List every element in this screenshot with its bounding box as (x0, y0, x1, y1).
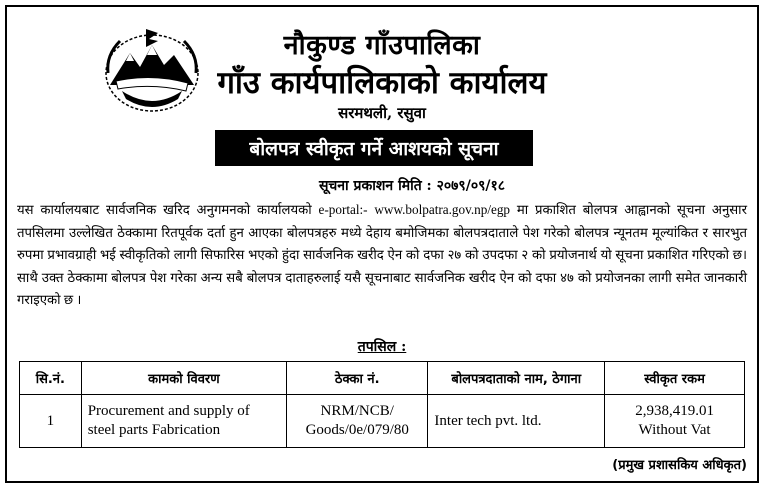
schedule-title: तपसिल : (357, 339, 407, 355)
amount-note: Without Vat (638, 422, 711, 438)
publish-date: सूचना प्रकाशन मिति : २०७९/०९/१८ (318, 178, 506, 194)
cell-description (81, 395, 286, 448)
column-header-amount: स्वीकृत रकम (605, 362, 745, 395)
cell-contract-no (287, 395, 428, 448)
contract-no-line: NRM/NCB/ (320, 403, 394, 419)
notice-body-paragraph: यस कार्यालयबाट सार्वजनिक खरिद अनुगमनको कार्यालयको e-portal:- www.bolpatra.gov.np/egp मा प्रकाशित बोलपत्र आह्वानको सूचना अनुसार तपसिलमा उल्लेखित ठेक्कामा रितपूर्वक दर्ता हुन आएका बोलपत्रहरु मध्ये देहाय बमोजिमका बोलपत्रदाताले पेश गरेको बोलपत्र न्यूनतम मूल्यांकित र सारभुत रुपमा प्रभावग्राही भई स्वीकृतिको लागी सिफारिस भएको हुंदा सार्वजनिक खरीद ऐन को दफा २७ को उपदफा २ को प्रयोजनार्थ यो सूचना प्रकाशित गरिएको छ। साथै उक्त ठेक्कामा बोलपत्र पेश गरेका अन्य सबै बोलपत्र दाताहरुलाई यसै सूचनाबाट सार्वजनिक खरीद ऐन को दफा ४७ को प्रयोजनका लागी समेत जानकारी गराइएको छ । (17, 202, 747, 307)
notice-title: बोलपत्र स्वीकृत गर्ने आशयको सूचना (249, 138, 499, 160)
award-table (19, 361, 745, 448)
description-line: steel parts Fabrication (87, 422, 221, 438)
description-line: Procurement and supply of (87, 403, 250, 419)
cell-vendor: Inter tech pvt. ltd. (428, 395, 605, 448)
table-header-row (20, 362, 745, 395)
contract-no-line: Goods/0e/079/80 (305, 422, 409, 438)
cell-sn: 1 (20, 395, 82, 448)
column-header-vendor: बोलपत्रदाताको नाम, ठेगाना (428, 362, 605, 395)
notice-document (5, 5, 759, 483)
signatory-designation: (प्रमुख प्रशासकिय अधिकृत) (612, 458, 747, 473)
amount-value: 2,938,419.01 (635, 403, 714, 419)
office-address: सरमथली, रसुवा (338, 104, 426, 122)
column-header-description: कामको विवरण (81, 362, 286, 395)
cell-amount (605, 395, 745, 448)
column-header-contract-no: ठेक्का नं. (287, 362, 428, 395)
column-header-sn: सि.नं. (20, 362, 82, 395)
office-name: गाँउ कार्यपालिकाको कार्यालय (217, 65, 547, 101)
notice-title-banner (215, 130, 533, 166)
table-row (20, 395, 745, 448)
organization-name: नौकुण्ड गाँउपालिका (283, 30, 481, 61)
